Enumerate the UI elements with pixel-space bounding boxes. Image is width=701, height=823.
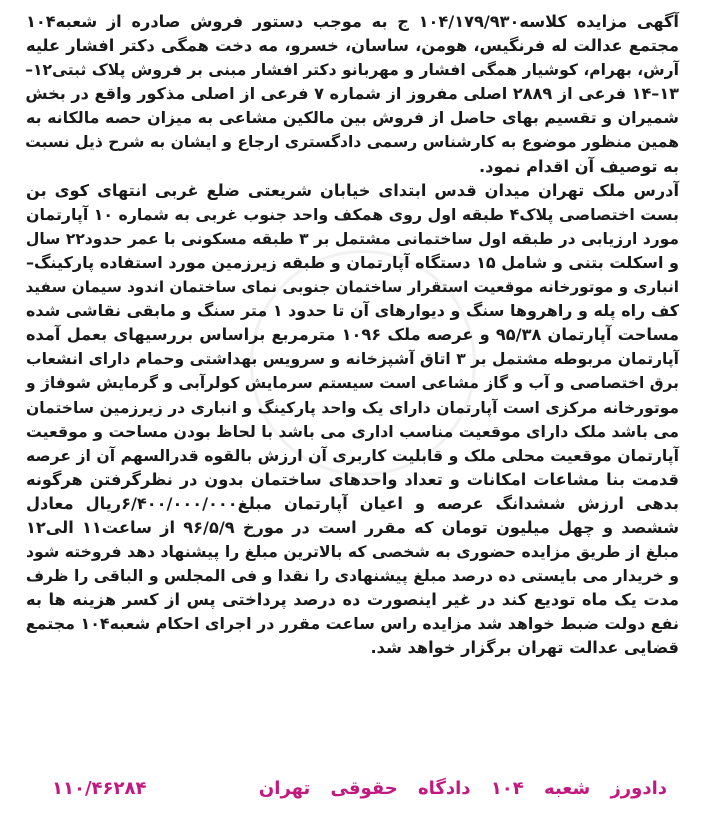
notice-line: همین منظور موضوع به کارشناس رسمی دادگستری ارجاع و ایشان به شرح ذیل نسبت [25, 133, 679, 152]
notice-line: مساحت آپارتمان ۹۵/۳۸ و عرصه ملک ۱۰۹۶ مترمربع براساس بررسیهای بعمل آمده [26, 325, 680, 345]
notice-body [26, 10, 679, 661]
notice-line: ششصد و چهل میلیون تومان که مقرر است در مورخ ۹۶/۵/۹ از ساعت۱۱ الی۱۲ [26, 517, 679, 537]
notice-footer [52, 772, 667, 804]
notice-line: کف راه پله و راهروها سنگ و دیوارهای آن تا حدود ۱ متر سنگ و مابقی نقاشی شده [26, 301, 680, 321]
notice-line: ۱۳–۱۴ فرعی از ۲۸۸۹ اصلی مفروز از شماره ۷ فرعی از اصلی مذکور واقع در بخش [25, 84, 679, 104]
notice-line: قدمت بنا مشاعات امکانات و تعداد واحدهای ساختمان بدون در نظرگرفتن هرگونه [26, 469, 679, 489]
notice-line: مورد ارزیابی در طبقه اول ساختمانی مشتمل بر ۳ طبقه مسکونی با عمر حدود۲۲ سال [25, 229, 679, 248]
notice-line: برق اختصاصی و آب و گاز مشاعی است سیستم سرمایش کولرآبی و گرمایش شوفاژ و [26, 374, 679, 393]
notice-line: بدهی ارزش ششدانگ عرصه و اعیان آپارتمان مبلغ۶/۴۰۰/۰۰۰/۰۰۰ریال معادل [26, 493, 679, 513]
notice-line: و خریدار می بایستی ده درصد مبلغ پیشنهادی را نقدا و فی المجلس و الباقی را ظرف [25, 566, 679, 586]
notice-line: مبلغ از طریق مزایده حضوری به شخصی که بالاترین مبلغ را پیشنهاد دهد فروخته شود [26, 542, 679, 562]
notice-line: شمیران و تقسیم بهای حاصل از فروش بین مالکین مشاعی به میزان حصه مالکانه به [26, 108, 679, 128]
notice-line: مجتمع عدالت له فرنگیس، هومن، ساسان، خسرو، مه دخت همگی دکتر افشار علیه [26, 36, 679, 56]
notice-line: مدت یک ماه تودیع کند در غیر اینصورت ده درصد پرداختی پس از کسر هزینه ها به [26, 590, 679, 610]
notice-line: آدرس ملک تهران میدان قدس ابتدای خیابان شریعتی ضلع غربی انتهای کوی بن [26, 180, 679, 200]
court-signature: دادورز شعبه ۱۰۴ دادگاه حقوقی تهران [258, 777, 667, 799]
notice-line: نفع دولت ضبط خواهد شد مزایده راس ساعت مقرر در اجرای احکام شعبه۱۰۴ مجتمع [25, 614, 679, 634]
notice-line: بست اختصاصی پلاک۴ طبقه اول روی همکف واحد جنوب غربی به شماره ۱۰ آپارتمان [26, 204, 679, 224]
notice-line: انباری و موتورخانه موقعیت استقرار ساختمان جنوبی نمای ساختمان اندود سیمان سفید [25, 278, 679, 297]
notice-line: آرش، بهرام، کوشیار همگی افشار و مهربانو دکتر افشار مبنی بر فروش پلاک ثبتی۱۲– [25, 61, 679, 80]
notice-code: ۱۱۰/۴۶۲۸۴ [52, 777, 147, 799]
notice-line: می باشد ملک دارای موقعیت مناسب اداری می باشد با لحاظ بودن مساحت و موقعیت [25, 421, 679, 441]
notice-line: قضایی عدالت تهران برگزار خواهد شد. [370, 638, 679, 658]
notice-line: به توصیف آن اقدام نمود. [478, 156, 679, 176]
notice-line: آپارتمان موقعیت محلی ملک و قابلیت کاربری آن ارزش بالقوه قدرالسهم آن از عرصه [26, 445, 679, 465]
notice-line: موتورخانه مرکزی است آپارتمان دارای یک واحد پارکینگ و انباری در زیرزمین ساختمان [26, 398, 679, 417]
notice-line: آگهی مزایده کلاسه۱۰۴/۱۷۹/۹۳۰ ج به موجب دستور فروش صادره از شعبه۱۰۴ [26, 12, 679, 31]
notice-line: و اسکلت بتنی و شامل ۱۵ دستگاه آپارتمان و طبقه زیرزمین مورد استفاده پارکینگ– [26, 252, 679, 272]
notice-line: آپارتمان مربوطه مشتمل بر ۳ اتاق آشپزخانه و سرویس بهداشتی وحمام دارای انشعاب [26, 350, 679, 369]
